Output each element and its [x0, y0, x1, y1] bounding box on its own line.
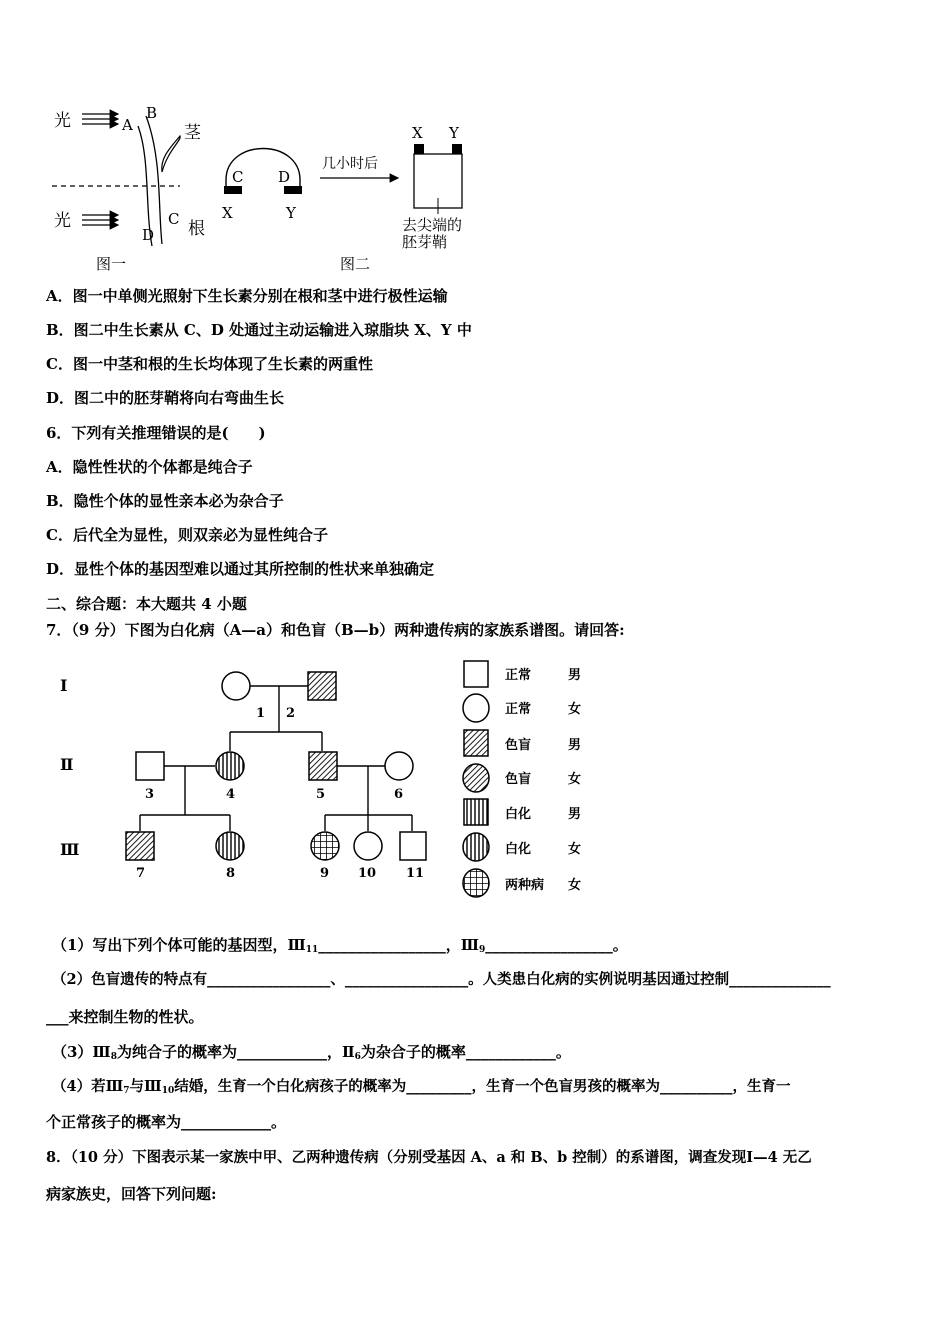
id-11: 11 — [406, 866, 425, 881]
fig2-label-c: C — [232, 168, 244, 186]
id-7: 7 — [136, 866, 146, 881]
legend-symbol-colorblind-male — [464, 730, 488, 756]
q8-line1: 8．（10 分）下图表示某一家族中甲、乙两种遗传病（分别受基因 A、a 和 B、b 控制）的系谱图，调查发现Ⅰ—4 无乙 — [46, 1149, 812, 1166]
gen-label-ii: Ⅱ — [60, 755, 74, 774]
agar-block-x-top — [414, 144, 424, 154]
q7-sub1-text-c: _________________。 — [485, 936, 628, 954]
id-9: 9 — [320, 866, 330, 881]
fig2-label-y2: Y — [449, 124, 459, 142]
q7-sub4-text-b: 与Ⅲ — [129, 1078, 162, 1095]
legend-symbol-colorblind-female — [463, 764, 489, 792]
q7-sub1-text-a: （1）写出下列个体可能的基因型，Ⅲ — [52, 936, 306, 954]
q7-sub3-subscript-2: 6 — [354, 1052, 361, 1062]
q7-sub3-subscript-1: 8 — [110, 1052, 117, 1062]
individual-iii-8 — [216, 832, 244, 860]
light-label-top: 光 — [54, 111, 71, 131]
q7-sub3-text-a: （3）Ⅲ — [52, 1043, 111, 1061]
id-4: 4 — [226, 787, 236, 802]
q7-sub4-text-a: （4）若Ⅲ — [52, 1078, 124, 1095]
fig2-label-y: Y — [286, 204, 296, 222]
agar-block-y-top — [452, 144, 462, 154]
legend-sex-1: 男 — [568, 668, 582, 683]
leaf — [162, 136, 180, 172]
individual-ii-5 — [309, 752, 337, 780]
legend-symbol-albino-female — [463, 833, 489, 861]
q6-option-b: B．隐性个体的显性亲本必为杂合子 — [46, 492, 284, 510]
q6-option-d: D．显性个体的基因型难以通过其所控制的性状来单独确定 — [46, 560, 435, 578]
pedigree-chart — [50, 655, 610, 905]
q7-sub1 — [52, 935, 628, 960]
q5-option-d: D．图二中的胚芽鞘将向右弯曲生长 — [46, 389, 285, 407]
legend-sex-5: 男 — [568, 807, 582, 822]
id-2: 2 — [286, 706, 296, 721]
q7-sub4 — [52, 1077, 790, 1101]
legend-symbol-normal-female — [463, 694, 489, 722]
legend-symbol-normal-male — [464, 661, 488, 687]
tropism-figure — [50, 98, 510, 278]
figure2-caption: 图二 — [340, 255, 371, 273]
q7-sub3 — [52, 1042, 571, 1067]
note-line1: 去尖端的 — [402, 216, 463, 234]
arrow-text: 几小时后 — [322, 156, 378, 172]
individual-ii-3 — [136, 752, 164, 780]
id-6: 6 — [394, 787, 404, 802]
light-label-bottom: 光 — [54, 211, 71, 231]
individual-iii-11 — [400, 832, 426, 860]
pedigree-lines — [140, 686, 412, 831]
q5-option-c: C．图一中茎和根的生长均体现了生长素的两重性 — [46, 355, 373, 373]
legend-sex-2: 女 — [568, 702, 582, 717]
fig2-label-x: X — [222, 204, 233, 222]
label-c: C — [168, 210, 180, 228]
gen-label-iii: Ⅲ — [60, 840, 80, 859]
q5-option-b: B．图二中生长素从 C、D 处通过主动运输进入琼脂块 X、Y 中 — [46, 321, 472, 339]
q8-line2: 病家族史，回答下列问题: — [46, 1185, 217, 1203]
q6-stem: 6．下列有关推理错误的是( ) — [46, 424, 266, 442]
legend-label-3: 色盲 — [505, 738, 532, 753]
fig2-label-x2: X — [412, 124, 423, 142]
gen-label-i: Ⅰ — [60, 676, 68, 695]
agar-block-y — [284, 186, 302, 194]
q7-sub1-subscript-2: 9 — [479, 945, 486, 955]
individual-iii-7 — [126, 832, 154, 860]
individual-ii-4 — [216, 752, 244, 780]
q5-option-a: A．图一中单侧光照射下生长素分别在根和茎中进行极性运输 — [46, 287, 448, 305]
legend-symbol-albino-male — [464, 799, 488, 825]
individual-i-2 — [308, 672, 336, 700]
agar-block-x — [224, 186, 242, 194]
legend-sex-6: 女 — [568, 842, 582, 857]
legend-label-2: 正常 — [505, 702, 532, 717]
pedigree-legend — [463, 661, 581, 897]
q7-sub4-subscript-2: 10 — [161, 1086, 175, 1096]
label-d: D — [142, 226, 155, 244]
legend-label-4: 色盲 — [505, 772, 532, 787]
individual-iii-9 — [311, 832, 339, 860]
legend-label-7: 两种病 — [505, 878, 545, 893]
light-arrows-bottom — [82, 215, 118, 225]
q7-stem: 7．（9 分）下图为白化病（A—a）和色盲（B—b）两种遗传病的家族系谱图。请回答: — [46, 621, 625, 639]
fig2-label-d: D — [278, 168, 291, 186]
root-label: 根 — [188, 219, 205, 239]
q7-sub2-line2: ___来控制生物的性状。 — [46, 1008, 204, 1026]
q7-sub2-line1: （2）色盲遗传的特点有_________________、_________________。人类患白化病的实例说明基因通过控制______________ — [52, 971, 831, 988]
q6-option-a: A．隐性性状的个体都是纯合子 — [46, 458, 253, 476]
label-a: A — [122, 116, 133, 134]
q7-sub1-text-b: _________________，Ⅲ — [318, 936, 480, 954]
id-3: 3 — [145, 787, 155, 802]
figure1-caption: 图一 — [96, 255, 127, 273]
legend-label-6: 白化 — [505, 842, 532, 857]
id-5: 5 — [316, 787, 326, 802]
q7-sub3-text-c: 为杂合子的概率____________。 — [360, 1043, 571, 1061]
id-10: 10 — [358, 866, 377, 881]
label-b: B — [146, 104, 158, 122]
id-8: 8 — [226, 866, 236, 881]
individual-ii-6 — [385, 752, 413, 780]
id-1: 1 — [256, 706, 266, 721]
q7-sub4-line2: 个正常孩子的概率为____________。 — [46, 1113, 287, 1131]
legend-sex-4: 女 — [568, 772, 582, 787]
q7-sub4-subscript-1: 7 — [123, 1086, 130, 1096]
individual-iii-10 — [354, 832, 382, 860]
light-arrows-top — [82, 114, 118, 124]
q7-sub3-text-b: 为纯合子的概率为____________，Ⅱ — [116, 1043, 355, 1061]
q6-option-c: C．后代全为显性，则双亲必为显性纯合子 — [46, 526, 328, 544]
q7-sub1-subscript-1: 11 — [305, 945, 319, 955]
legend-symbol-both-female — [463, 869, 489, 897]
legend-label-5: 白化 — [505, 807, 532, 822]
individual-i-1 — [222, 672, 250, 700]
section-heading: 二、综合题：本大题共 4 小题 — [46, 595, 247, 613]
legend-sex-3: 男 — [568, 738, 582, 753]
stem-label: 茎 — [184, 123, 201, 143]
legend-label-1: 正常 — [505, 668, 532, 683]
note-line2: 胚芽鞘 — [402, 233, 448, 251]
legend-sex-7: 女 — [568, 878, 582, 893]
q7-sub4-text-c: 结婚，生育一个白化病孩子的概率为_________，生育一个色盲男孩的概率为__________，生育一 — [174, 1078, 791, 1095]
